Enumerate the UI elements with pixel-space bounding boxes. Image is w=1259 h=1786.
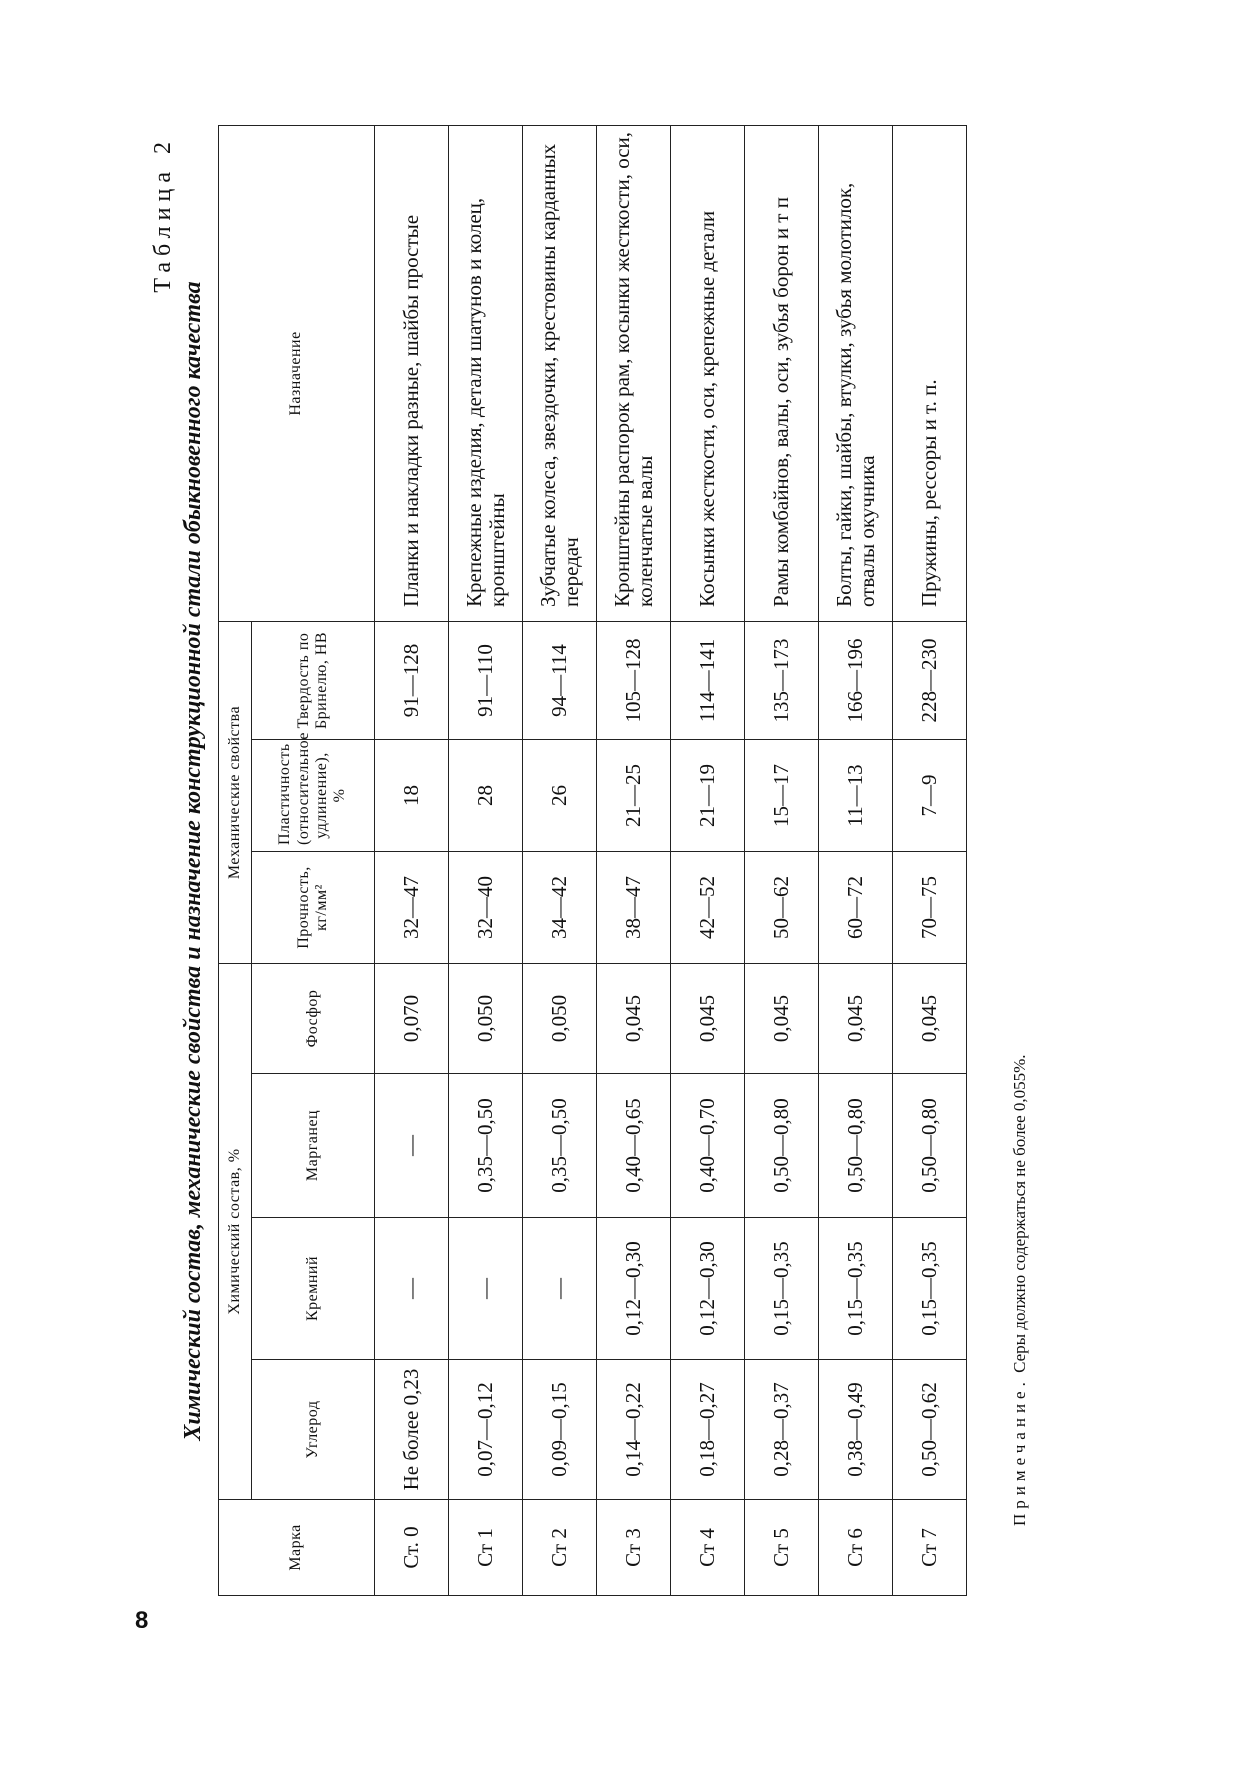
cell-plasticity: 21—19 [671, 740, 745, 852]
header-mech-group: Механические свойства [219, 621, 252, 963]
cell-carbon: 0,18—0,27 [671, 1360, 745, 1500]
cell-purpose: Крепежные изделия, детали шатунов и колец, кронштейны [449, 125, 523, 621]
cell-hardness: 166—196 [819, 621, 893, 739]
cell-strength: 60—72 [819, 852, 893, 964]
cell-plasticity: 21—25 [597, 740, 671, 852]
cell-plasticity: 7—9 [893, 740, 967, 852]
cell-grade: Ст 5 [745, 1500, 819, 1596]
cell-hardness: 228—230 [893, 621, 967, 739]
cell-phosphorus: 0,050 [523, 964, 597, 1074]
cell-plasticity: 11—13 [819, 740, 893, 852]
cell-silicon: 0,12—0,30 [671, 1218, 745, 1360]
cell-purpose: Кронштейны распорок рам, косынки жесткости, оси, коленчатые валы [597, 125, 671, 621]
cell-silicon: 0,15—0,35 [745, 1218, 819, 1360]
cell-carbon: 0,07—0,12 [449, 1360, 523, 1500]
cell-phosphorus: 0,045 [893, 964, 967, 1074]
cell-carbon: 0,28—0,37 [745, 1360, 819, 1500]
cell-purpose: Косынки жесткости, оси, крепежные детали [671, 125, 745, 621]
cell-manganese: 0,50—0,80 [819, 1074, 893, 1218]
cell-phosphorus: 0,070 [375, 964, 449, 1074]
cell-purpose: Планки и накладки разные, шайбы простые [375, 125, 449, 621]
cell-silicon: 0,12—0,30 [597, 1218, 671, 1360]
cell-phosphorus: 0,045 [745, 964, 819, 1074]
cell-manganese: 0,40—0,70 [671, 1074, 745, 1218]
cell-grade: Ст 3 [597, 1500, 671, 1596]
steel-table [218, 125, 967, 1596]
cell-plasticity: 28 [449, 740, 523, 852]
header-phosphorus: Фосфор [252, 964, 375, 1074]
header-manganese: Марганец [252, 1074, 375, 1218]
rotated-table-page [150, 126, 1029, 1596]
table-row [449, 125, 523, 1595]
cell-carbon: 0,38—0,49 [819, 1360, 893, 1500]
cell-manganese: 0,35—0,50 [523, 1074, 597, 1218]
cell-strength: 34—42 [523, 852, 597, 964]
cell-phosphorus: 0,050 [449, 964, 523, 1074]
header-grade: Марка [219, 1500, 375, 1596]
cell-carbon: Не более 0,23 [375, 1360, 449, 1500]
table-row [893, 125, 967, 1595]
cell-grade: Ст 2 [523, 1500, 597, 1596]
cell-grade: Ст. 0 [375, 1500, 449, 1596]
header-plasticity: Пластичность (относительное удлинение), % [252, 740, 375, 852]
cell-manganese: 0,50—0,80 [893, 1074, 967, 1218]
table-row [671, 125, 745, 1595]
cell-hardness: 91—128 [375, 621, 449, 739]
cell-plasticity: 15—17 [745, 740, 819, 852]
cell-strength: 50—62 [745, 852, 819, 964]
cell-grade: Ст 7 [893, 1500, 967, 1596]
header-chem-group: Химический состав, % [219, 964, 252, 1500]
cell-manganese: — [375, 1074, 449, 1218]
cell-hardness: 94—114 [523, 621, 597, 739]
cell-phosphorus: 0,045 [597, 964, 671, 1074]
cell-strength: 70—75 [893, 852, 967, 964]
cell-plasticity: 18 [375, 740, 449, 852]
cell-hardness: 114—141 [671, 621, 745, 739]
cell-purpose: Болты, гайки, шайбы, втулки, зубья молотилок, отвалы окучника [819, 125, 893, 621]
cell-grade: Ст 1 [449, 1500, 523, 1596]
table-row [597, 125, 671, 1595]
cell-carbon: 0,50—0,62 [893, 1360, 967, 1500]
cell-grade: Ст 6 [819, 1500, 893, 1596]
cell-strength: 32—47 [375, 852, 449, 964]
cell-phosphorus: 0,045 [671, 964, 745, 1074]
cell-silicon: 0,15—0,35 [893, 1218, 967, 1360]
note-text: Серы должно содержаться не более 0,055%. [1010, 1054, 1029, 1373]
header-strength: Прочность, кг/мм² [252, 852, 375, 964]
cell-grade: Ст 4 [671, 1500, 745, 1596]
cell-strength: 32—40 [449, 852, 523, 964]
cell-manganese: 0,40—0,65 [597, 1074, 671, 1218]
cell-manganese: 0,50—0,80 [745, 1074, 819, 1218]
cell-carbon: 0,09—0,15 [523, 1360, 597, 1500]
page-number: 8 [135, 1607, 149, 1634]
table-row [819, 125, 893, 1595]
header-hardness: Твердость по Бринелю, HB [252, 621, 375, 739]
cell-strength: 42—52 [671, 852, 745, 964]
cell-plasticity: 26 [523, 740, 597, 852]
cell-silicon: — [449, 1218, 523, 1360]
table-note [1010, 1054, 1030, 1526]
table-row [523, 125, 597, 1595]
table-label: Таблица 2 [150, 136, 176, 293]
cell-phosphorus: 0,045 [819, 964, 893, 1074]
header-silicon: Кремний [252, 1218, 375, 1360]
table-row [375, 125, 449, 1595]
cell-hardness: 91—110 [449, 621, 523, 739]
cell-strength: 38—47 [597, 852, 671, 964]
cell-silicon: 0,15—0,35 [819, 1218, 893, 1360]
cell-purpose: Рамы комбайнов, валы, оси, зубья борон и т п [745, 125, 819, 621]
cell-silicon: — [523, 1218, 597, 1360]
cell-manganese: 0,35—0,50 [449, 1074, 523, 1218]
note-label: Примечание. [1010, 1377, 1029, 1526]
cell-hardness: 105—128 [597, 621, 671, 739]
header-purpose: Назначение [219, 125, 375, 621]
cell-purpose: Зубчатые колеса, звездочки, крестовины карданных передач [523, 125, 597, 621]
cell-carbon: 0,14—0,22 [597, 1360, 671, 1500]
header-carbon: Углерод [252, 1360, 375, 1500]
table-row [745, 125, 819, 1595]
cell-silicon: — [375, 1218, 449, 1360]
cell-purpose: Пружины, рессоры и т. п. [893, 125, 967, 621]
table-title: Химический состав, механические свойства и назначение конструкционной стали обыкновенного качества [180, 281, 206, 1441]
cell-hardness: 135—173 [745, 621, 819, 739]
